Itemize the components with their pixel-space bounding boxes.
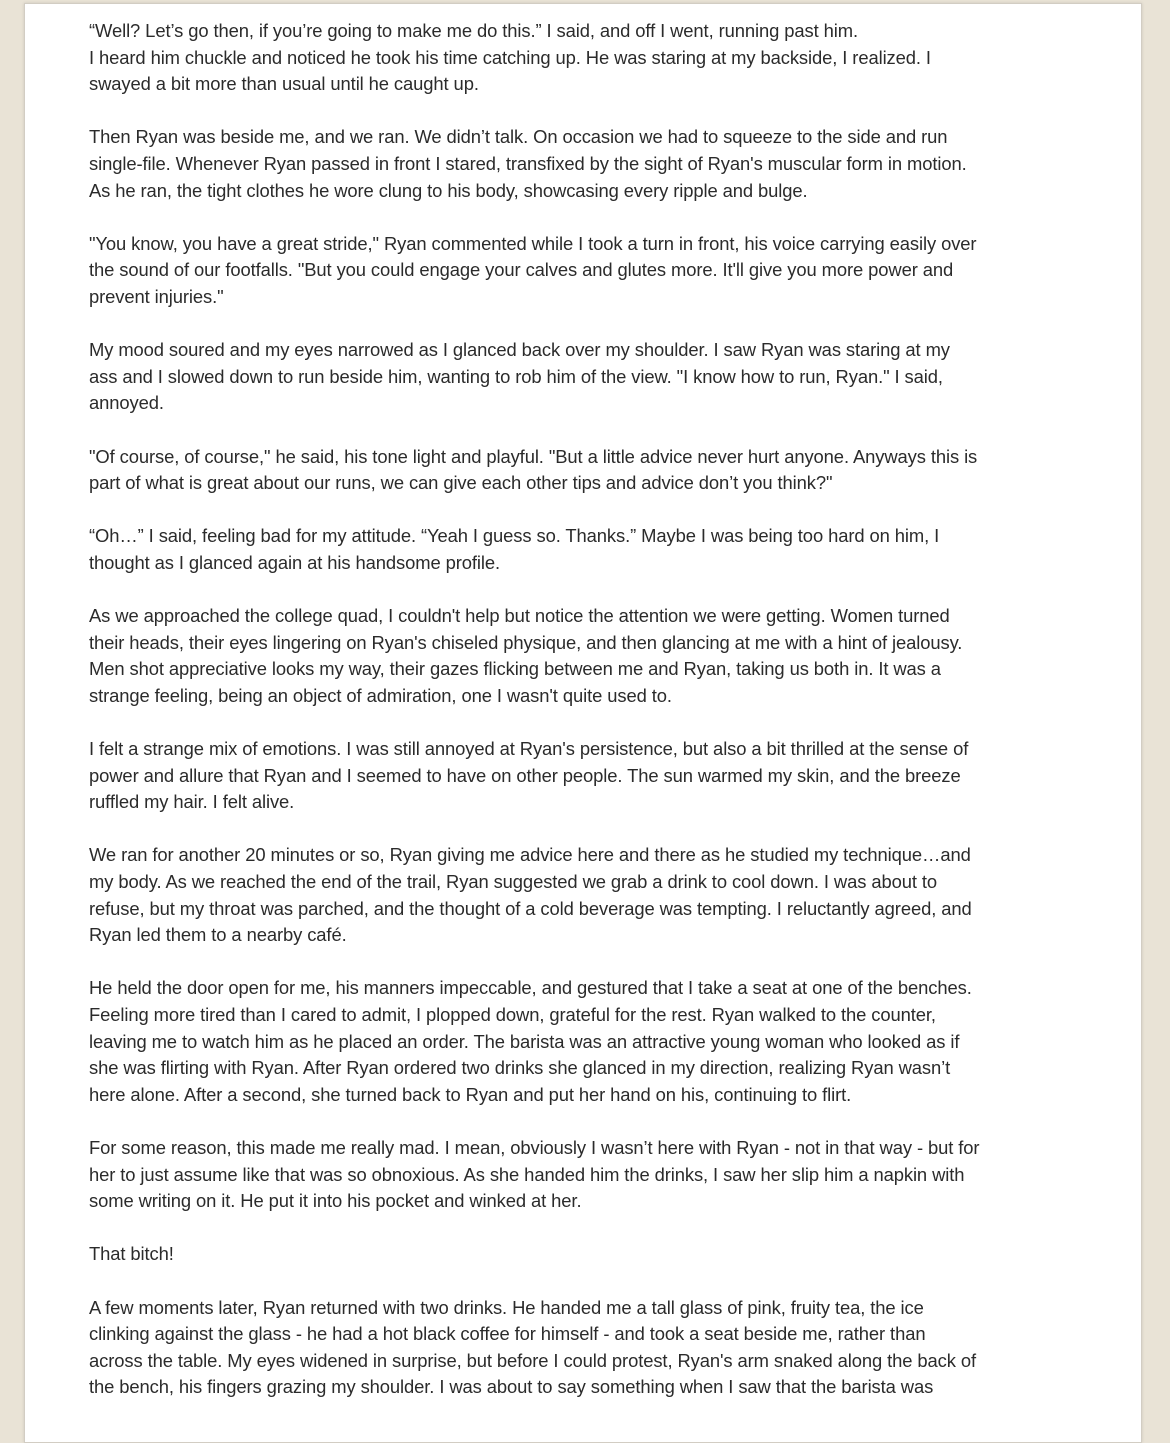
text-line: "Of course, of course," he said, his tone light and playful. "But a little advice never hurt anyone. Anyways this is bbox=[89, 445, 978, 467]
text-line: her to just assume like that was so obnoxious. As she handed him the drinks, I saw her slip him a napkin with bbox=[89, 1163, 965, 1185]
text-line: refuse, but my throat was parched, and the thought of a cold beverage was tempting. I reluctantly agreed, and bbox=[89, 897, 972, 919]
paragraph bbox=[89, 603, 1089, 709]
text-line: single-file. Whenever Ryan passed in front I stared, transfixed by the sight of Ryan's muscular form in motion. bbox=[89, 152, 967, 174]
text-line: I felt a strange mix of emotions. I was still annoyed at Ryan's persistence, but also a bit thrilled at the sense of bbox=[89, 738, 969, 760]
text-line: Feeling more tired than I cared to admit, I plopped down, grateful for the rest. Ryan walked to the counter, bbox=[89, 1003, 936, 1025]
text-line: across the table. My eyes widened in surprise, but before I could protest, Ryan's arm snaked along the back of bbox=[89, 1349, 976, 1371]
paragraph bbox=[89, 124, 1089, 204]
story-text bbox=[89, 18, 1089, 1427]
text-line: swayed a bit more than usual until he caught up. bbox=[89, 73, 479, 95]
text-line: I heard him chuckle and noticed he took his time catching up. He was staring at my backside, I realized. I bbox=[89, 46, 931, 68]
paragraph bbox=[89, 231, 1089, 311]
text-line: part of what is great about our runs, we can give each other tips and advice don’t you think?" bbox=[89, 472, 833, 494]
paragraph bbox=[89, 18, 1089, 98]
text-line: Then Ryan was beside me, and we ran. We didn’t talk. On occasion we had to squeeze to the side and run bbox=[89, 126, 948, 148]
text-line: A few moments later, Ryan returned with two drinks. He handed me a tall glass of pink, fruity tea, the ice bbox=[89, 1296, 924, 1318]
text-line: the bench, his fingers grazing my shoulder. I was about to say something when I saw that the barista was bbox=[89, 1376, 934, 1398]
text-line: prevent injuries." bbox=[89, 285, 224, 307]
text-line: That bitch! bbox=[89, 1243, 174, 1265]
text-line: here alone. After a second, she turned back to Ryan and put her hand on his, continuing to flirt. bbox=[89, 1083, 852, 1105]
text-line: clinking against the glass - he had a hot black coffee for himself - and took a seat beside me, rather than bbox=[89, 1323, 926, 1345]
text-line: strange feeling, being an object of admiration, one I wasn't quite used to. bbox=[89, 684, 672, 706]
document-page bbox=[24, 3, 1142, 1443]
text-line: "You know, you have a great stride," Ryan commented while I took a turn in front, his voice carrying easily over bbox=[89, 232, 977, 254]
text-line: We ran for another 20 minutes or so, Ryan giving me advice here and there as he studied my technique…and bbox=[89, 844, 971, 866]
text-line: He held the door open for me, his manners impeccable, and gestured that I take a seat at one of the benches. bbox=[89, 977, 972, 999]
text-line: some writing on it. He put it into his pocket and winked at her. bbox=[89, 1190, 582, 1212]
text-line: As we approached the college quad, I couldn't help but notice the attention we were getting. Women turned bbox=[89, 605, 950, 627]
text-line: “Well? Let’s go then, if you’re going to make me do this.” I said, and off I went, running past him. bbox=[89, 20, 858, 41]
paragraph bbox=[89, 1135, 1089, 1215]
text-line: “Oh…” I said, feeling bad for my attitude. “Yeah I guess so. Thanks.” Maybe I was being too hard on him, I bbox=[89, 525, 940, 547]
paragraph bbox=[89, 975, 1089, 1108]
text-line: Men shot appreciative looks my way, their gazes flicking between me and Ryan, taking us both in. It was a bbox=[89, 658, 941, 680]
text-line: leaving me to watch him as he placed an order. The barista was an attractive young woman who looked as if bbox=[89, 1030, 960, 1052]
text-line: ass and I slowed down to run beside him, wanting to rob him of the view. "I know how to run, Ryan." I said, bbox=[89, 365, 943, 387]
text-line: power and allure that Ryan and I seemed to have on other people. The sun warmed my skin, and the breeze bbox=[89, 764, 961, 786]
paragraph bbox=[89, 736, 1089, 816]
paragraph bbox=[89, 1241, 1089, 1268]
text-line: ruffled my hair. I felt alive. bbox=[89, 791, 295, 813]
text-line: she was flirting with Ryan. After Ryan ordered two drinks she glanced in my direction, realizing Ryan wasn’t bbox=[89, 1057, 951, 1079]
text-line: their heads, their eyes lingering on Ryan's chiseled physique, and then glancing at me with a hint of jealousy. bbox=[89, 631, 963, 653]
text-line: Ryan led them to a nearby café. bbox=[89, 924, 347, 946]
text-line: As he ran, the tight clothes he wore clung to his body, showcasing every ripple and bulge. bbox=[89, 179, 808, 201]
text-line: For some reason, this made me really mad. I mean, obviously I wasn’t here with Ryan - not in that way - but for bbox=[89, 1136, 980, 1158]
text-line: annoyed. bbox=[89, 392, 164, 414]
paragraph bbox=[89, 337, 1089, 417]
paragraph bbox=[89, 523, 1089, 576]
text-line: thought as I glanced again at his handsome profile. bbox=[89, 551, 501, 573]
text-line: my body. As we reached the end of the trail, Ryan suggested we grab a drink to cool down. I was about to bbox=[89, 871, 937, 892]
text-line: My mood soured and my eyes narrowed as I glanced back over my shoulder. I saw Ryan was staring at my bbox=[89, 339, 950, 361]
text-line: the sound of our footfalls. "But you could engage your calves and glutes more. It'll give you more power and bbox=[89, 259, 954, 281]
paragraph bbox=[89, 842, 1089, 948]
paragraph bbox=[89, 444, 1089, 497]
paragraph bbox=[89, 1295, 1089, 1401]
